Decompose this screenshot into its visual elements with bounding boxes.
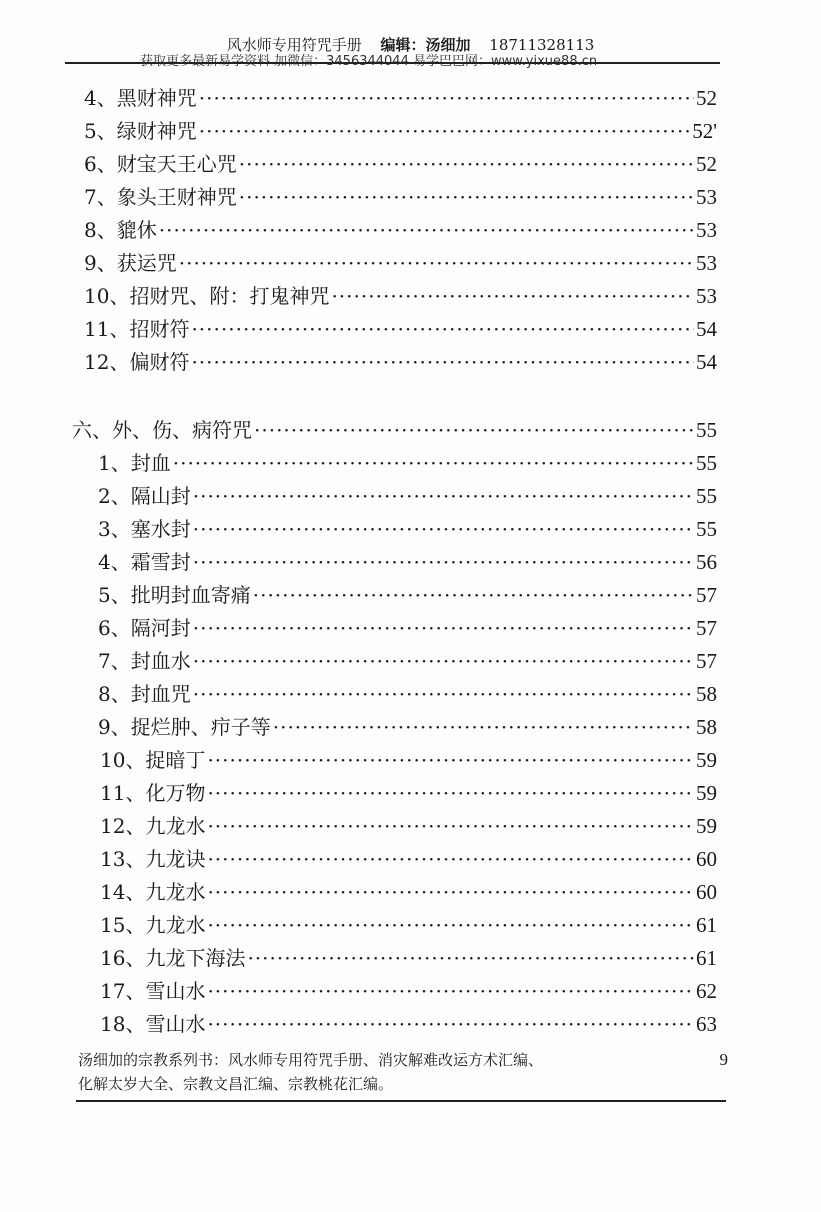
toc-entry (98, 513, 717, 546)
toc-entry-page: 58 (696, 682, 717, 706)
toc-entry-page: 60 (696, 880, 717, 904)
toc-entry (100, 810, 717, 843)
toc-entry (84, 148, 717, 181)
toc-entry (100, 777, 717, 810)
dot-leader (193, 645, 694, 678)
toc-entry-page: 59 (696, 748, 717, 772)
dot-leader (207, 1008, 694, 1041)
toc-entry-page: 53 (696, 251, 717, 275)
toc-entry-label: 4、黑财神咒 (84, 86, 197, 110)
dot-leader (193, 612, 694, 645)
toc-entry-page: 54 (696, 350, 717, 374)
toc-entry-page: 55 (696, 418, 717, 442)
dot-leader (207, 876, 694, 909)
toc-entry (100, 975, 717, 1008)
toc-entry-label: 11、化万物 (100, 781, 206, 805)
toc-entry-label: 2、隔山封 (98, 484, 191, 508)
toc-entry-label: 16、九龙下海法 (100, 946, 246, 970)
toc-entry-page: 57 (696, 616, 717, 640)
toc-entry-page: 55 (696, 451, 717, 475)
toc-entry-page: 52' (692, 119, 717, 143)
dot-leader (247, 942, 694, 975)
dot-leader (253, 579, 694, 612)
toc-entry (84, 82, 717, 115)
dot-leader (207, 744, 694, 777)
toc-entry (98, 480, 717, 513)
toc-entry-label: 14、九龙水 (100, 880, 206, 904)
toc-entry-page: 63 (696, 1012, 717, 1036)
toc-entry (98, 612, 717, 645)
toc-entry-page: 58 (696, 715, 717, 739)
dot-leader (193, 678, 694, 711)
toc-entry (98, 678, 717, 711)
toc-entry (98, 447, 717, 480)
toc-entry-page: 56 (696, 550, 717, 574)
toc-entry (84, 313, 717, 346)
dot-leader (254, 414, 694, 447)
toc-entry-page: 61 (696, 946, 717, 970)
dot-leader (207, 777, 694, 810)
toc-entry-label: 5、批明封血寄痛 (98, 583, 251, 607)
toc-entry-page: 52 (696, 152, 717, 176)
toc-entry-page: 61 (696, 913, 717, 937)
toc-entry-label: 10、捉暗丁 (100, 748, 206, 772)
toc-entry (100, 744, 717, 777)
toc-entry-label: 6、隔河封 (98, 616, 191, 640)
dot-leader (173, 447, 694, 480)
page-footer (78, 1048, 728, 1096)
toc-entry-label: 10、招财咒、附：打鬼神咒 (84, 284, 330, 308)
toc-section-heading (72, 414, 717, 447)
footer-line-1: 汤细加的宗教系列书：风水师专用符咒手册、消灾解难改运方术汇编、 (78, 1051, 544, 1069)
toc-entry (84, 214, 717, 247)
toc-entry (84, 280, 717, 313)
header-rule (65, 62, 720, 64)
footer-rule (76, 1100, 726, 1102)
toc-entry-page: 55 (696, 484, 717, 508)
toc-entry-page: 53 (696, 185, 717, 209)
toc-entry-label: 8、封血咒 (98, 682, 191, 706)
toc-entry-label: 6、财宝天王心咒 (84, 152, 237, 176)
toc-entry-label: 7、封血水 (98, 649, 191, 673)
toc-entry (100, 876, 717, 909)
dot-leader (207, 843, 694, 876)
toc-entry-label: 12、偏财符 (84, 350, 190, 374)
page-number: 9 (719, 1050, 728, 1069)
toc-entry (84, 346, 717, 379)
editor: 编辑：汤细加 (380, 36, 471, 54)
toc-entry-page: 55 (696, 517, 717, 541)
toc-entry-page: 52 (696, 86, 717, 110)
book-title: 风水师专用符咒手册 (226, 36, 362, 54)
dot-leader (159, 214, 694, 247)
toc-entry (98, 645, 717, 678)
dot-leader (207, 909, 694, 942)
toc-entry-page: 59 (696, 814, 717, 838)
toc-entry (98, 546, 717, 579)
toc-entry-label: 18、雪山水 (100, 1012, 206, 1036)
toc-entry (100, 843, 717, 876)
toc-entry-label: 8、貔休 (84, 218, 157, 242)
toc-entry (98, 579, 717, 612)
toc-entry-page: 53 (696, 284, 717, 308)
toc-entry-label: 4、霜雪封 (98, 550, 191, 574)
toc-entry-label: 六、外、伤、病符咒 (72, 418, 252, 442)
toc-entry-label: 15、九龙水 (100, 913, 206, 937)
dot-leader (191, 346, 694, 379)
toc-entry-page: 53 (696, 218, 717, 242)
phone: 18711328113 (489, 36, 595, 54)
toc-entry (84, 247, 717, 280)
footer-line-2: 化解太岁大全、宗教文昌汇编、宗教桃花汇编。 (78, 1075, 394, 1093)
toc-entry-label: 3、塞水封 (98, 517, 191, 541)
toc-entry-page: 60 (696, 847, 717, 871)
toc-entry-label: 7、象头王财神咒 (84, 185, 237, 209)
toc-entry-page: 59 (696, 781, 717, 805)
toc-entry-page: 57 (696, 649, 717, 673)
toc-entry-label: 11、招财符 (84, 317, 190, 341)
toc-entry-label: 9、捉烂肿、疖子等 (98, 715, 271, 739)
toc-entry (100, 1008, 717, 1041)
toc-entry-label: 5、绿财神咒 (84, 119, 197, 143)
dot-leader (199, 82, 694, 115)
toc-entry-label: 12、九龙水 (100, 814, 206, 838)
toc-entry-label: 17、雪山水 (100, 979, 206, 1003)
dot-leader (193, 513, 694, 546)
toc-entry (84, 181, 717, 214)
toc-entry (100, 942, 717, 975)
dot-leader (239, 148, 694, 181)
dot-leader (273, 711, 694, 744)
dot-leader (331, 280, 694, 313)
dot-leader (207, 810, 694, 843)
dot-leader (179, 247, 694, 280)
toc-entry-page: 57 (696, 583, 717, 607)
toc-entry-label: 1、封血 (98, 451, 171, 475)
toc-entry-label: 9、获运咒 (84, 251, 177, 275)
dot-leader (191, 313, 694, 346)
dot-leader (207, 975, 694, 1008)
toc-entry-page: 62 (696, 979, 717, 1003)
toc-entry (84, 115, 717, 148)
toc-entry (98, 711, 717, 744)
dot-leader (193, 546, 694, 579)
dot-leader (193, 480, 694, 513)
toc-entry (100, 909, 717, 942)
dot-leader (239, 181, 694, 214)
toc-entry-label: 13、九龙诀 (100, 847, 206, 871)
toc-entry-page: 54 (696, 317, 717, 341)
dot-leader (199, 115, 690, 148)
watermark-text (140, 50, 597, 69)
